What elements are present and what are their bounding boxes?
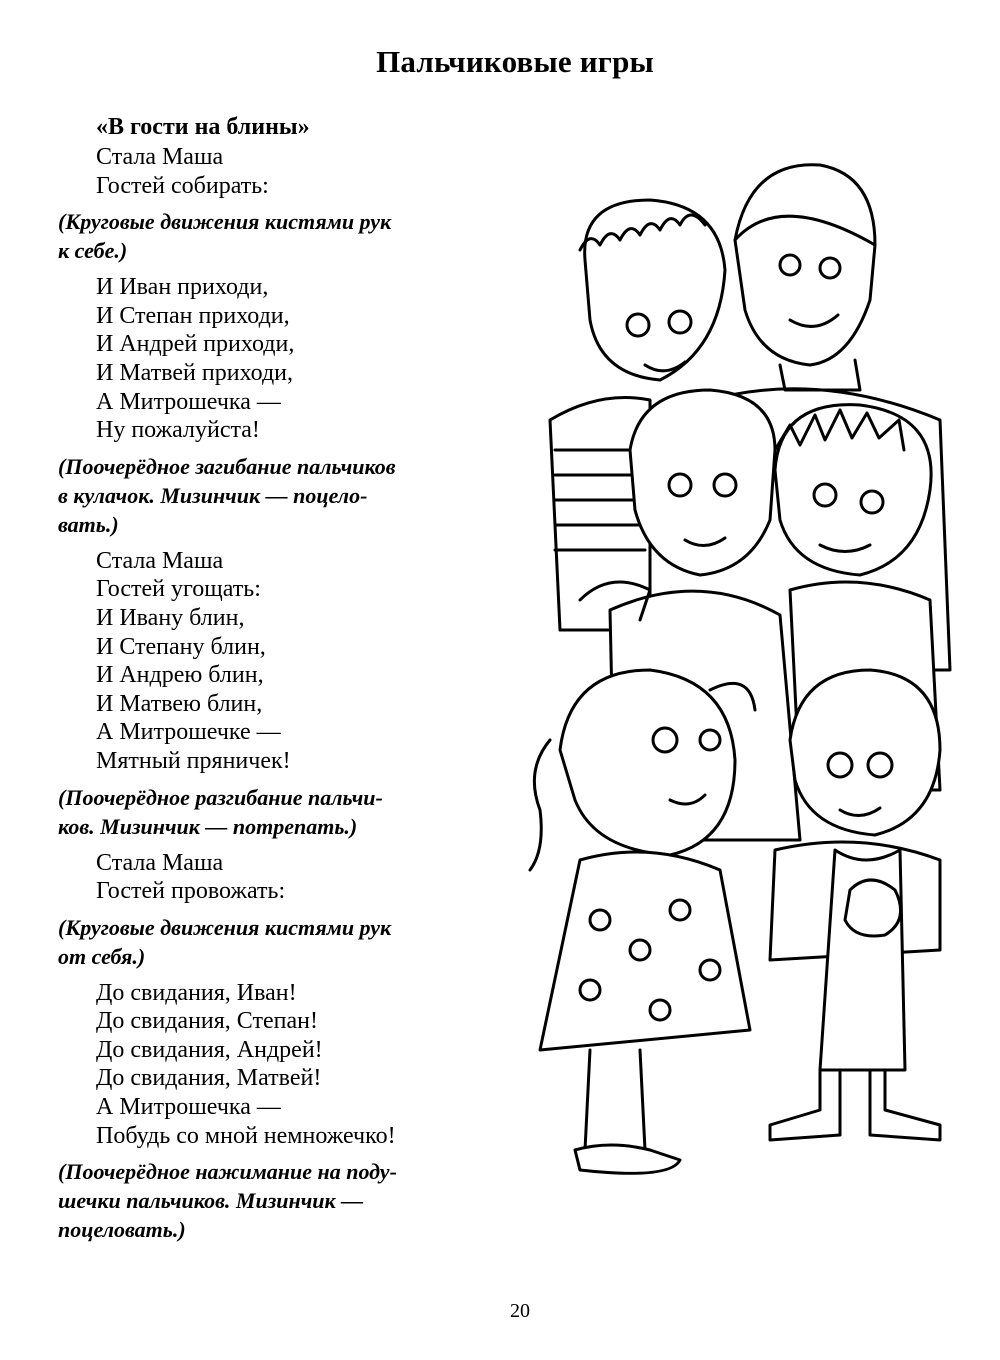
verse-stanza (58, 143, 458, 200)
girl-figure (530, 670, 755, 1173)
poem-body (58, 143, 458, 1244)
page-title: Пальчиковые игры (376, 44, 654, 79)
instruction-line: поцеловать.) (58, 1217, 186, 1243)
instruction-line: ков. Мизинчик — потрепать.) (58, 813, 358, 839)
instruction-line: от себя.) (58, 943, 146, 969)
small-boy-figure (770, 670, 940, 1140)
poem-title: «В гости на блины» (96, 114, 310, 140)
verse-line: Ну пожалуйста! (96, 417, 260, 444)
verse-line: А Митрошечка — (96, 1094, 281, 1121)
instruction-note (58, 783, 448, 841)
instruction-line: (Круговые движения кистями рук (58, 914, 392, 940)
verse-line: А Митрошечка — (96, 388, 281, 415)
instruction-note (58, 913, 448, 971)
verse-stanza (58, 979, 458, 1151)
verse-line: И Степану блин, (96, 633, 266, 660)
verse-line: Мятный пряничек! (96, 747, 291, 774)
verse-line: Стала Маша (96, 144, 224, 170)
instruction-line: к себе.) (58, 238, 128, 264)
instruction-line: (Круговые движения кистями рук (58, 209, 392, 235)
verse-line: И Иван приходи, (96, 274, 269, 301)
instruction-note (58, 207, 448, 265)
verse-line: До свидания, Иван! (96, 979, 297, 1006)
poem-column (58, 113, 458, 1252)
verse-line: Гостей угощать: (96, 576, 261, 603)
verse-line: До свидания, Матвей! (96, 1065, 322, 1092)
verse-line: Побудь со мной немножечко! (96, 1122, 396, 1149)
verse-line: И Матвей приходи, (96, 359, 294, 386)
verse-line: И Степан приходи, (96, 302, 290, 329)
verse-line: Стала Маша (96, 547, 224, 574)
verse-line: И Ивану блин, (96, 604, 245, 631)
instruction-line: вать.) (58, 511, 119, 537)
verse-stanza (58, 547, 458, 776)
verse-line: Гостей собирать: (96, 172, 269, 199)
instruction-line: шечки пальчиков. Мизинчик — (58, 1188, 364, 1214)
verse-line: А Митрошечке — (96, 719, 281, 746)
page-number: 20 (510, 1300, 530, 1322)
children-group-illustration (520, 150, 970, 1180)
verse-line: Гостей провожать: (96, 878, 286, 905)
instruction-note (58, 452, 448, 539)
verse-line: И Матвею блин, (96, 690, 263, 717)
instruction-line: (Поочерёдное загибание пальчиков (58, 453, 396, 479)
verse-line: Стала Маша (96, 849, 224, 876)
verse-stanza (58, 273, 458, 445)
verse-line: До свидания, Степан! (96, 1008, 318, 1035)
instruction-line: (Поочерёдное нажимание на поду- (58, 1159, 397, 1185)
instruction-line: (Поочерёдное разгибание пальчи- (58, 784, 383, 810)
verse-stanza (58, 849, 458, 906)
verse-line: До свидания, Андрей! (96, 1036, 323, 1063)
verse-line: И Андрею блин, (96, 662, 264, 689)
verse-line: И Андрей приходи, (96, 331, 295, 358)
instruction-note (58, 1157, 448, 1244)
instruction-line: в кулачок. Мизинчик — поцело- (58, 482, 368, 508)
